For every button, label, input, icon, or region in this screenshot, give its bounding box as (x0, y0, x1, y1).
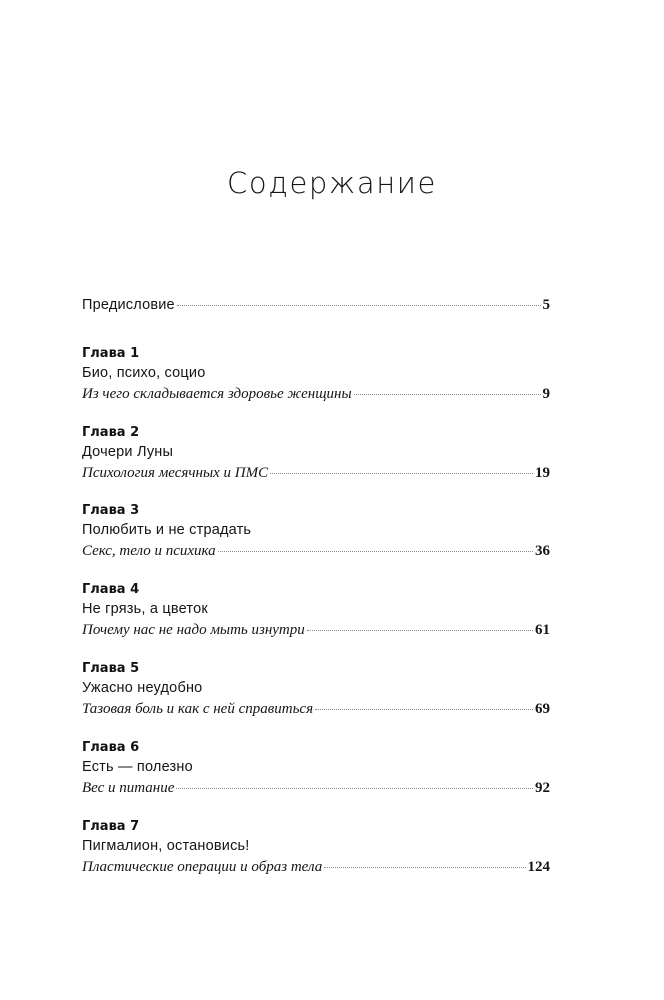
chapter-block-3 (82, 501, 550, 571)
chapter-title: Есть — полезно (82, 759, 193, 775)
page-number: 19 (535, 465, 550, 481)
page-number: 92 (535, 780, 550, 796)
chapter-title: Био, психо, социо (82, 365, 206, 381)
toc-entry-chapter-2[interactable] (82, 465, 550, 485)
chapter-title: Дочери Луны (82, 444, 174, 460)
dot-leader (354, 394, 541, 395)
page-title: Содержание (227, 166, 437, 200)
toc-entry-chapter-4[interactable] (82, 622, 550, 642)
preface-label: Предисловие (82, 297, 175, 313)
dot-leader (315, 709, 533, 710)
chapter-block-1 (82, 344, 550, 414)
chapter-subtitle: Почему нас не надо мыть изнутри (82, 622, 305, 638)
dot-leader (176, 788, 533, 789)
chapter-label: Глава 7 (82, 819, 140, 834)
page-number: 69 (535, 701, 550, 717)
toc-entry-chapter-7[interactable] (82, 859, 550, 879)
chapter-block-7 (82, 817, 550, 887)
chapter-label: Глава 3 (82, 503, 140, 518)
chapter-label: Глава 5 (82, 661, 140, 676)
toc-entry-preface[interactable] (82, 297, 550, 317)
chapter-label: Глава 2 (82, 425, 140, 440)
page-number: 61 (535, 622, 550, 638)
chapter-subtitle: Тазовая боль и как с ней справиться (82, 701, 314, 717)
chapter-block-2 (82, 423, 550, 493)
toc-entry-chapter-3[interactable] (82, 543, 550, 563)
chapter-subtitle: Пластические операции и образ тела (82, 859, 323, 875)
chapter-title: Не грязь, а цветок (82, 601, 208, 617)
page-number: 5 (542, 297, 550, 313)
chapter-label: Глава 4 (82, 582, 140, 597)
page-number: 124 (527, 859, 550, 875)
toc-entry-chapter-6[interactable] (82, 780, 550, 800)
chapter-block-4 (82, 580, 550, 650)
chapter-label: Глава 6 (82, 740, 140, 755)
chapter-subtitle: Вес и питание (82, 780, 175, 796)
dot-leader (324, 867, 525, 868)
dot-leader (307, 630, 533, 631)
chapter-block-6 (82, 738, 550, 808)
dot-leader (177, 305, 541, 306)
page-number: 9 (542, 386, 550, 402)
chapter-label: Глава 1 (82, 346, 140, 361)
dot-leader (270, 473, 533, 474)
chapter-title: Полюбить и не страдать (82, 522, 252, 538)
toc-entry-chapter-5[interactable] (82, 701, 550, 721)
chapter-subtitle: Психология месячных и ПМС (82, 465, 269, 481)
toc-entry-chapter-1[interactable] (82, 386, 550, 406)
page-number: 36 (535, 543, 550, 559)
chapter-subtitle: Из чего складывается здоровье женщины (82, 386, 352, 402)
chapter-title: Ужасно неудобно (82, 680, 203, 696)
dot-leader (218, 551, 533, 552)
chapter-subtitle: Секс, тело и психика (82, 543, 216, 559)
chapter-title: Пигмалион, остановись! (82, 838, 250, 854)
chapter-block-5 (82, 659, 550, 729)
